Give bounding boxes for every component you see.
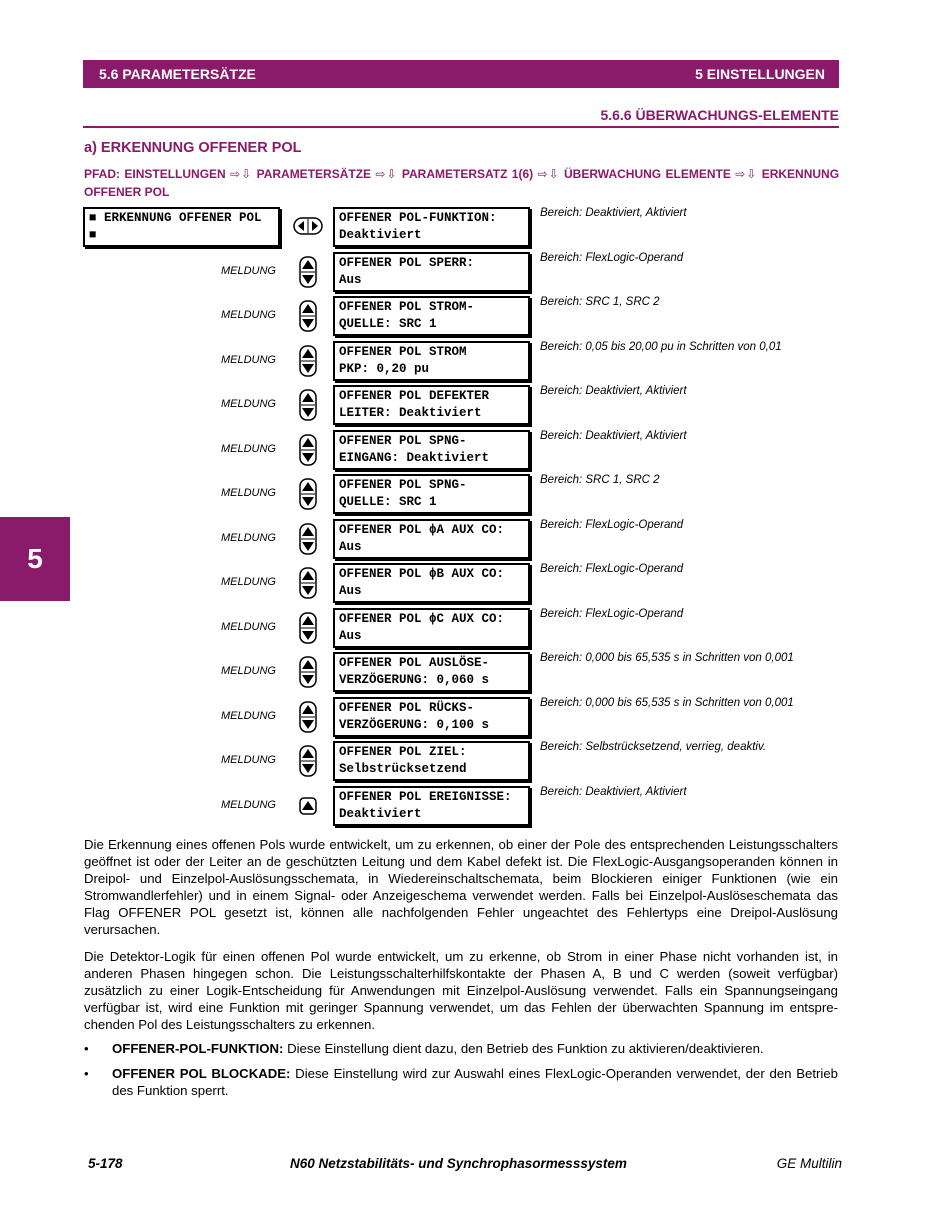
setting-range: Bereich: Deaktiviert, Aktiviert	[540, 429, 687, 442]
setting-name: OFFENER POL AUSLÖSE-	[339, 656, 490, 670]
message-label: MELDUNG	[220, 665, 276, 677]
up-nav-icon	[297, 790, 319, 822]
setting-row	[0, 608, 950, 652]
bullet-item	[84, 1065, 838, 1099]
message-label: MELDUNG	[220, 798, 276, 811]
setting-value: Selbstrücksetzend	[339, 762, 467, 776]
up-down-nav-icon	[297, 389, 319, 421]
setting-display-box	[333, 474, 530, 514]
path-label: PFAD:	[84, 167, 120, 181]
setting-display-box	[333, 252, 530, 292]
header-chapter: 5 EINSTELLUNGEN	[695, 66, 825, 82]
setting-display-box	[333, 207, 530, 247]
message-label: MELDUNG	[220, 264, 276, 277]
left-right-nav-icon	[293, 217, 323, 235]
setting-row	[0, 652, 950, 696]
up-down-nav-icon	[297, 745, 319, 777]
menu-path	[84, 165, 839, 201]
subsection-rule	[83, 126, 839, 128]
path-item: EINSTELLUNGEN	[124, 167, 226, 181]
up-down-nav-icon	[297, 523, 319, 555]
setting-name: OFFENER POL ϕA AUX CO:	[339, 522, 505, 537]
setting-range: Bereich: Deaktiviert, Aktiviert	[540, 785, 687, 798]
footer-page-number: 5-178	[88, 1156, 123, 1171]
path-item: ERKENNUNG OFFENER POL	[84, 167, 840, 199]
setting-range: Bereich: Deaktiviert, Aktiviert	[540, 385, 687, 397]
setting-display-box	[333, 341, 530, 381]
paragraph-2: Die Detektor-Logik für einen offenen Pol wurde entwickelt, um zu erkenne, ob Strom in einer Phase nicht vorhanden ist, in anderen Phasen hingegen schon. Die Leistungsschalterhilfskontakte der Phasen A, B und C werden (soweit verfügbar) zusätzlich zu einer Logik-Entscheidung für Anwendungen mit Einzelpol-Auslösung verwendet. Falls ein Spannungseingang verfügbar ist, wird eine Funktion mit geringer Spannung verwendet, um das Fehlen der überwachten Spannung im entsprechenden Pol des Leistungsschalters zu erkennen.	[84, 949, 838, 1032]
setting-value: Deaktiviert	[339, 806, 422, 821]
setting-range: Bereich: Selbstrücksetzend, verrieg, deaktiv.	[540, 741, 767, 753]
path-item: PARAMETERSÄTZE	[256, 167, 372, 181]
setting-row	[0, 385, 950, 429]
up-down-nav-icon	[297, 701, 319, 733]
path-arrow-icon: ⇨⇩	[537, 167, 560, 181]
setting-display-box	[333, 385, 530, 425]
setting-name: OFFENER POL STROM-	[339, 300, 475, 314]
setting-display-box	[333, 563, 530, 603]
setting-value: EINGANG: Deaktiviert	[339, 450, 490, 465]
setting-row	[0, 786, 950, 830]
setting-name: OFFENER POL SPNG-	[339, 433, 467, 448]
setting-display-box	[333, 296, 530, 336]
setting-display-box	[333, 697, 530, 737]
message-label: MELDUNG	[220, 442, 276, 455]
setting-range: Bereich: SRC 1, SRC 2	[540, 296, 660, 308]
setting-row	[0, 296, 950, 340]
bullet-dot-icon: •	[84, 1041, 89, 1056]
setting-row	[0, 341, 950, 385]
setting-range: Bereich: 0,05 bis 20,00 pu in Schritten von 0,01	[540, 340, 782, 353]
bullet-dot-icon: •	[84, 1066, 89, 1081]
setting-name: OFFENER POL-FUNKTION:	[339, 211, 497, 225]
setting-value: LEITER: Deaktiviert	[339, 406, 482, 420]
bullet-term: OFFENER-POL-FUNKTION:	[112, 1041, 284, 1056]
setting-value: Aus	[339, 628, 362, 643]
path-arrow-icon: ⇨⇩	[230, 167, 253, 181]
root-line-1: ■ ERKENNUNG OFFENER POL	[89, 211, 262, 225]
message-label: MELDUNG	[220, 709, 276, 722]
setting-value: QUELLE: SRC 1	[339, 495, 437, 509]
up-down-nav-icon	[297, 567, 319, 599]
path-arrow-icon: ⇨⇩	[735, 167, 758, 181]
bullet-text: Diese Einstellung wird zur Auswahl eines FlexLogic-Operanden verwendet, der den Betrieb des Funktion sperrt.	[112, 1066, 838, 1098]
bullet-item	[84, 1040, 838, 1057]
footer-company: GE Multilin	[776, 1156, 842, 1171]
setting-range: Bereich: FlexLogic-Operand	[540, 251, 684, 264]
setting-name: OFFENER POL RÜCKS-	[339, 700, 475, 715]
setting-value: Aus	[339, 584, 362, 598]
setting-range: Bereich: SRC 1, SRC 2	[540, 474, 660, 486]
setting-range: Bereich: 0,000 bis 65,535 s in Schritten von 0,001	[540, 652, 794, 664]
setting-name: OFFENER POL ϕC AUX CO:	[339, 611, 505, 626]
setting-row	[0, 474, 950, 518]
setting-name: OFFENER POL ZIEL:	[339, 745, 467, 759]
up-down-nav-icon	[297, 656, 319, 688]
setting-range: Bereich: FlexLogic-Operand	[540, 607, 684, 620]
setting-name: OFFENER POL SPERR:	[339, 255, 475, 270]
subsection-title: 5.6.6 ÜBERWACHUNGS-ELEMENTE	[600, 107, 839, 123]
setting-row	[0, 252, 950, 296]
bullet-text: Diese Einstellung dient dazu, den Betrieb des Funktion zu aktivieren/deaktivieren.	[283, 1041, 764, 1056]
message-label: MELDUNG	[220, 487, 276, 499]
up-down-nav-icon	[297, 256, 319, 288]
setting-value: VERZÖGERUNG: 0,060 s	[339, 673, 490, 687]
setting-row	[0, 430, 950, 474]
up-down-nav-icon	[297, 478, 319, 510]
message-label: MELDUNG	[220, 620, 276, 633]
setting-range: Bereich: FlexLogic-Operand	[540, 518, 684, 531]
setting-value: PKP: 0,20 pu	[339, 361, 430, 376]
setting-display-box	[333, 652, 530, 692]
setting-display-box	[333, 519, 530, 559]
message-label: MELDUNG	[220, 576, 276, 588]
setting-name: OFFENER POL ϕB AUX CO:	[339, 567, 505, 581]
setting-range: Bereich: FlexLogic-Operand	[540, 563, 684, 575]
setting-value: Deaktiviert	[339, 228, 422, 242]
setting-row	[0, 697, 950, 741]
up-down-nav-icon	[297, 345, 319, 377]
setting-display-box	[333, 741, 530, 781]
message-label: MELDUNG	[220, 398, 276, 410]
setting-name: OFFENER POL STROM	[339, 344, 467, 359]
footer-title: N60 Netzstabilitäts- und Synchrophasormesssystem	[290, 1156, 627, 1171]
setting-row	[0, 563, 950, 607]
up-down-nav-icon	[297, 434, 319, 466]
setting-row	[0, 519, 950, 563]
setting-display-box	[333, 430, 530, 470]
path-item: PARAMETERSATZ 1(6)	[401, 167, 534, 181]
message-label: MELDUNG	[220, 531, 276, 544]
message-label: MELDUNG	[220, 754, 276, 766]
setting-row	[0, 741, 950, 785]
setting-value: Aus	[339, 539, 362, 554]
setting-value: Aus	[339, 272, 362, 287]
setting-name: OFFENER POL SPNG-	[339, 478, 467, 492]
paragraph-1: Die Erkennung eines offenen Pols wurde entwickelt, um zu erkennen, ob einer der Pole des entsprechenden Leistungsschalters geöffnet ist oder der Leiter an de geschützten Leitung und dem Kabel defekt ist. Die FlexLogic-Ausgangsoperanden können in Dreipol- und Einzelpol-Auslösungsschemata, in Wiedereinschaltschemata, beim Blockieren einiger Funktionen (wie ein Stromwandlerfehler) und in einem Signal- oder Anzeigeschema verwendet werden. Falls bei Einzelpol-Auslöseschemata das Flag OFFENER POL gesetzt ist, können alle nachfolgenden Fehler ungeachtet des Fehlertyps eine Dreipol-Auslösung verursachen.	[84, 837, 838, 937]
header-section: 5.6 PARAMETERSÄTZE	[99, 66, 256, 82]
setting-display-box	[333, 786, 530, 826]
root-line-2: ■	[89, 228, 97, 242]
path-item: ÜBERWACHUNG ELEMENTE	[564, 167, 731, 181]
setting-value: VERZÖGERUNG: 0,100 s	[339, 717, 490, 732]
section-title: a) ERKENNUNG OFFENER POL	[84, 140, 302, 156]
page-header	[83, 60, 839, 88]
chapter-tab: 5	[0, 517, 70, 601]
up-down-nav-icon	[297, 300, 319, 332]
setting-row	[0, 207, 950, 251]
setting-range: Bereich: 0,000 bis 65,535 s in Schritten von 0,001	[540, 696, 794, 709]
setting-range: Bereich: Deaktiviert, Aktiviert	[540, 207, 687, 219]
setting-display-box	[333, 608, 530, 648]
message-label: MELDUNG	[220, 353, 276, 366]
path-arrow-icon: ⇨⇩	[375, 167, 398, 181]
message-label: MELDUNG	[220, 309, 276, 321]
bullet-term: OFFENER POL BLOCKADE:	[112, 1066, 291, 1081]
setting-name: OFFENER POL EREIGNISSE:	[339, 789, 512, 804]
up-down-nav-icon	[297, 612, 319, 644]
setting-name: OFFENER POL DEFEKTER	[339, 389, 490, 403]
setting-value: QUELLE: SRC 1	[339, 317, 437, 331]
